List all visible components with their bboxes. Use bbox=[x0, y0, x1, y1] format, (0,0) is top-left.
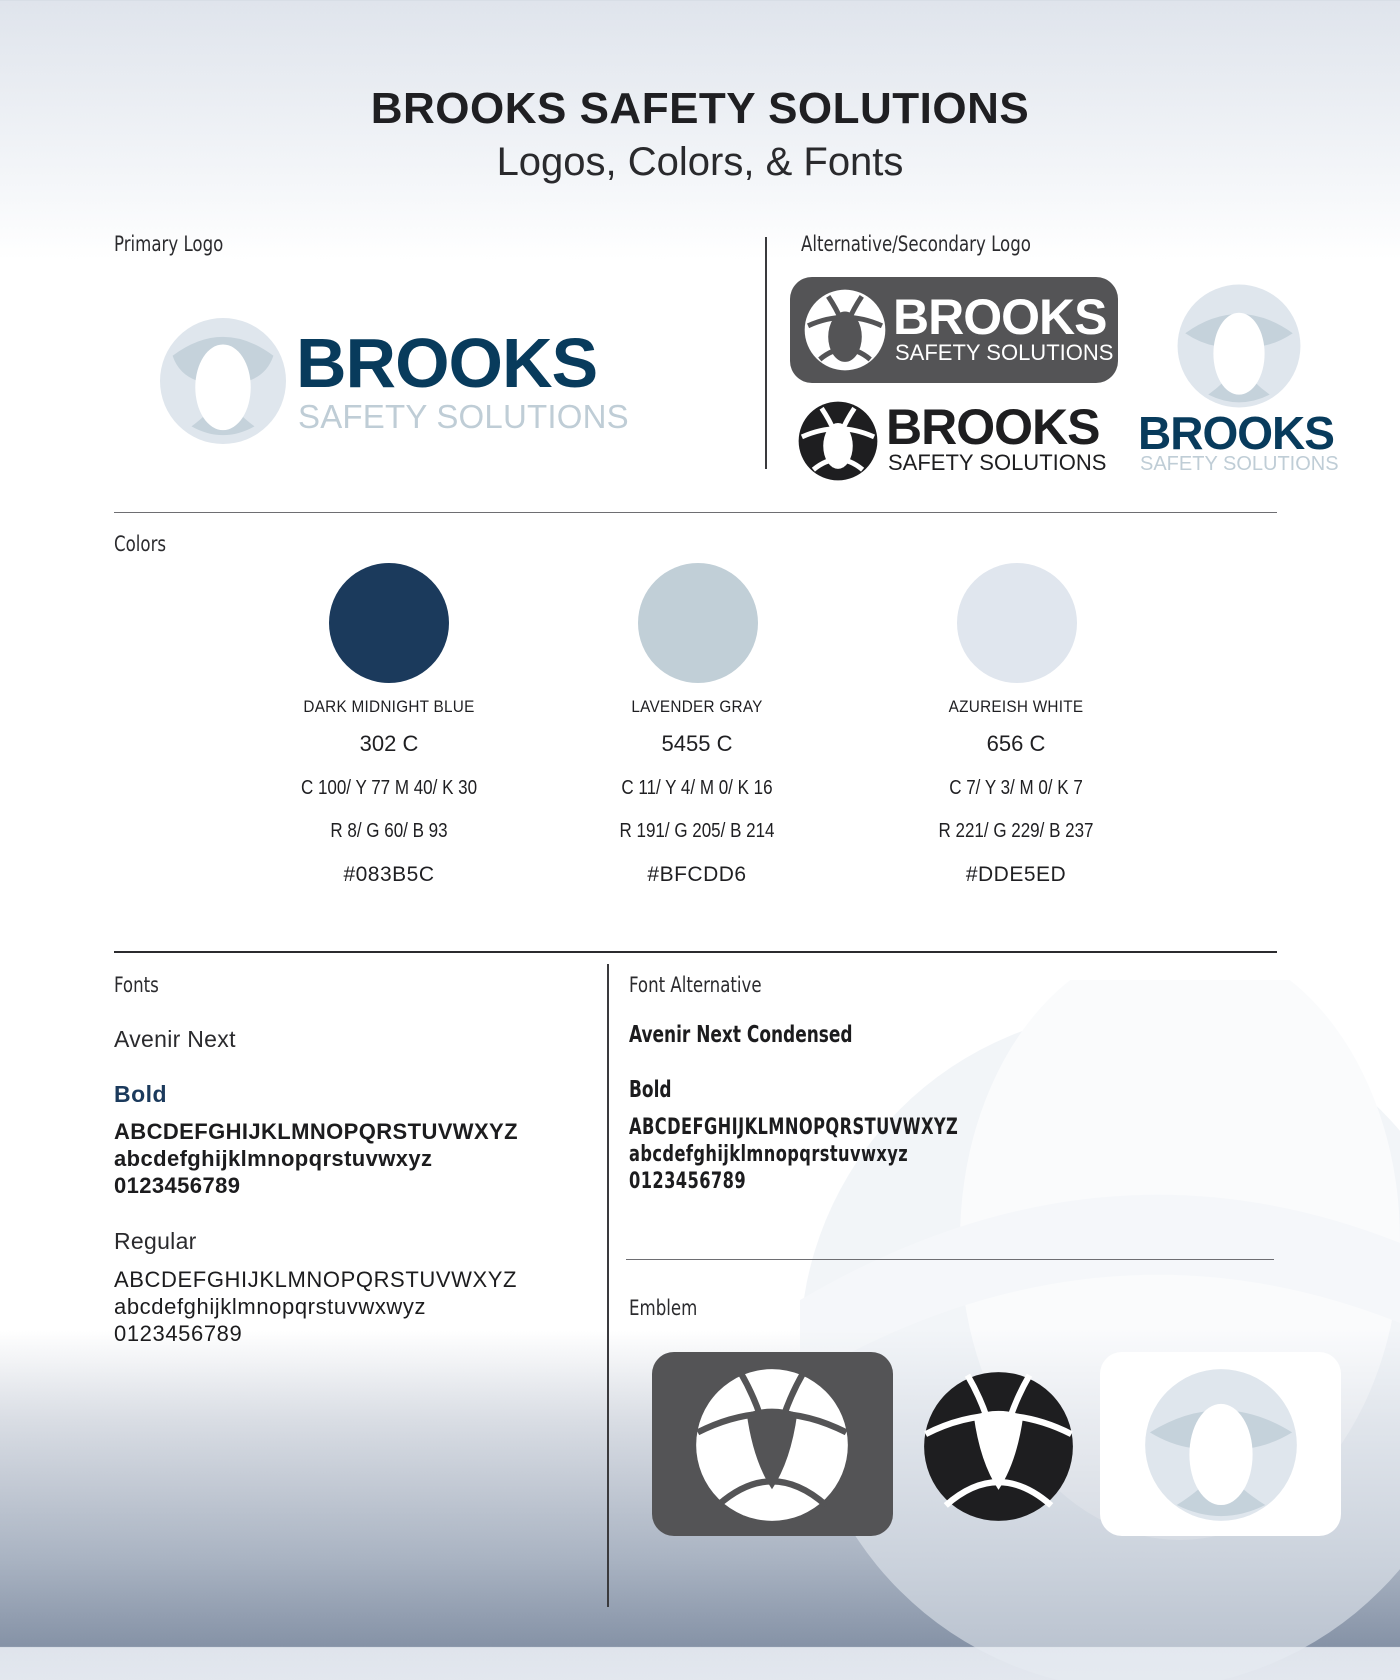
emblem-black-icon bbox=[921, 1369, 1076, 1524]
specimen-digits: 0123456789 bbox=[114, 1173, 241, 1198]
swatch-dark-midnight-blue bbox=[329, 563, 449, 683]
font-alt-bold-specimen bbox=[629, 1114, 958, 1195]
color-rgb: R 191/ G 205/ B 214 bbox=[619, 820, 775, 842]
specimen-uppercase: ABCDEFGHIJKLMNOPQRSTUVWXYZ bbox=[629, 1115, 959, 1140]
fonts-section-divider bbox=[607, 964, 609, 1607]
color-cmyk: C 11/ Y 4/ M 0/ K 16 bbox=[621, 777, 773, 799]
font-alternative-label: Font Alternative bbox=[629, 973, 762, 997]
primary-logo-tagline: SAFETY SOLUTIONS bbox=[298, 398, 629, 435]
background-emblem-watermark bbox=[800, 980, 1400, 1680]
section-divider-emblem bbox=[626, 1259, 1274, 1260]
color-name: AZUREISH WHITE bbox=[948, 697, 1084, 716]
primary-logo-label: Primary Logo bbox=[114, 232, 224, 256]
color-name: DARK MIDNIGHT BLUE bbox=[303, 697, 475, 716]
emblem-reversed-icon bbox=[693, 1366, 851, 1524]
color-pms: 302 C bbox=[359, 731, 419, 756]
color-spec-lavender-gray bbox=[567, 697, 827, 887]
secondary-logo-label: Alternative/Secondary Logo bbox=[801, 232, 1031, 256]
color-hex: #BFCDD6 bbox=[647, 863, 747, 886]
swatch-azureish-white bbox=[957, 563, 1077, 683]
emblem-label: Emblem bbox=[629, 1296, 698, 1320]
font-alt-bold-label: Bold bbox=[629, 1077, 672, 1103]
color-cmyk: C 7/ Y 3/ M 0/ K 7 bbox=[949, 777, 1083, 799]
emblem-light-icon bbox=[1142, 1366, 1300, 1524]
swatch-lavender-gray bbox=[638, 563, 758, 683]
specimen-digits: 0123456789 bbox=[114, 1321, 243, 1346]
black-logo-emblem-icon bbox=[797, 400, 879, 482]
font-regular-label: Regular bbox=[114, 1228, 197, 1254]
color-hex: #DDE5ED bbox=[965, 863, 1067, 886]
font-regular-specimen bbox=[114, 1266, 517, 1347]
color-hex: #083B5C bbox=[343, 863, 435, 886]
stacked-logo-wordmark: BROOKS bbox=[1138, 407, 1334, 459]
stacked-logo-tagline: SAFETY SOLUTIONS bbox=[1140, 453, 1339, 475]
color-pms: 5455 C bbox=[661, 731, 733, 756]
font-alt-family-name: Avenir Next Condensed bbox=[629, 1022, 853, 1048]
reversed-logo-tagline: SAFETY SOLUTIONS bbox=[895, 340, 1114, 365]
black-logo-tagline: SAFETY SOLUTIONS bbox=[888, 450, 1107, 475]
font-family-name: Avenir Next bbox=[114, 1026, 236, 1052]
specimen-lowercase: abcdefghijklmnopqrstuvwxyz bbox=[114, 1146, 433, 1171]
section-divider-fonts bbox=[114, 951, 1277, 953]
section-divider-colors bbox=[114, 512, 1277, 513]
color-pms: 656 C bbox=[986, 731, 1046, 756]
color-rgb: R 221/ G 229/ B 237 bbox=[938, 820, 1094, 842]
color-cmyk: C 100/ Y 77 M 40/ K 30 bbox=[300, 777, 478, 799]
specimen-uppercase: ABCDEFGHIJKLMNOPQRSTUVWXYZ bbox=[114, 1267, 518, 1292]
page-subtitle: Logos, Colors, & Fonts bbox=[496, 140, 904, 184]
specimen-uppercase: ABCDEFGHIJKLMNOPQRSTUVWXYZ bbox=[114, 1119, 518, 1144]
stacked-logo-emblem-icon bbox=[1175, 282, 1303, 410]
specimen-digits: 0123456789 bbox=[629, 1169, 747, 1194]
font-bold-label: Bold bbox=[114, 1081, 168, 1107]
black-logo-wordmark: BROOKS bbox=[886, 399, 1100, 455]
color-spec-dark-midnight-blue bbox=[259, 697, 519, 887]
reversed-logo-emblem-icon bbox=[803, 288, 887, 372]
reversed-logo-wordmark: BROOKS bbox=[893, 289, 1107, 345]
primary-logo-wordmark: BROOKS bbox=[296, 324, 598, 402]
colors-label: Colors bbox=[114, 532, 167, 556]
color-spec-azureish-white bbox=[886, 697, 1146, 887]
font-bold-specimen bbox=[114, 1118, 518, 1199]
specimen-lowercase: abcdefghijklmnopqrstuvwxwyz bbox=[114, 1294, 427, 1319]
color-name: LAVENDER GRAY bbox=[631, 697, 763, 716]
primary-logo-emblem-icon bbox=[160, 318, 286, 444]
fonts-label: Fonts bbox=[114, 973, 159, 997]
specimen-lowercase: abcdefghijklmnopqrstuvwxyz bbox=[629, 1142, 909, 1167]
color-rgb: R 8/ G 60/ B 93 bbox=[330, 820, 448, 842]
page-title: BROOKS SAFETY SOLUTIONS bbox=[370, 84, 1030, 133]
logo-section-divider bbox=[765, 237, 767, 469]
